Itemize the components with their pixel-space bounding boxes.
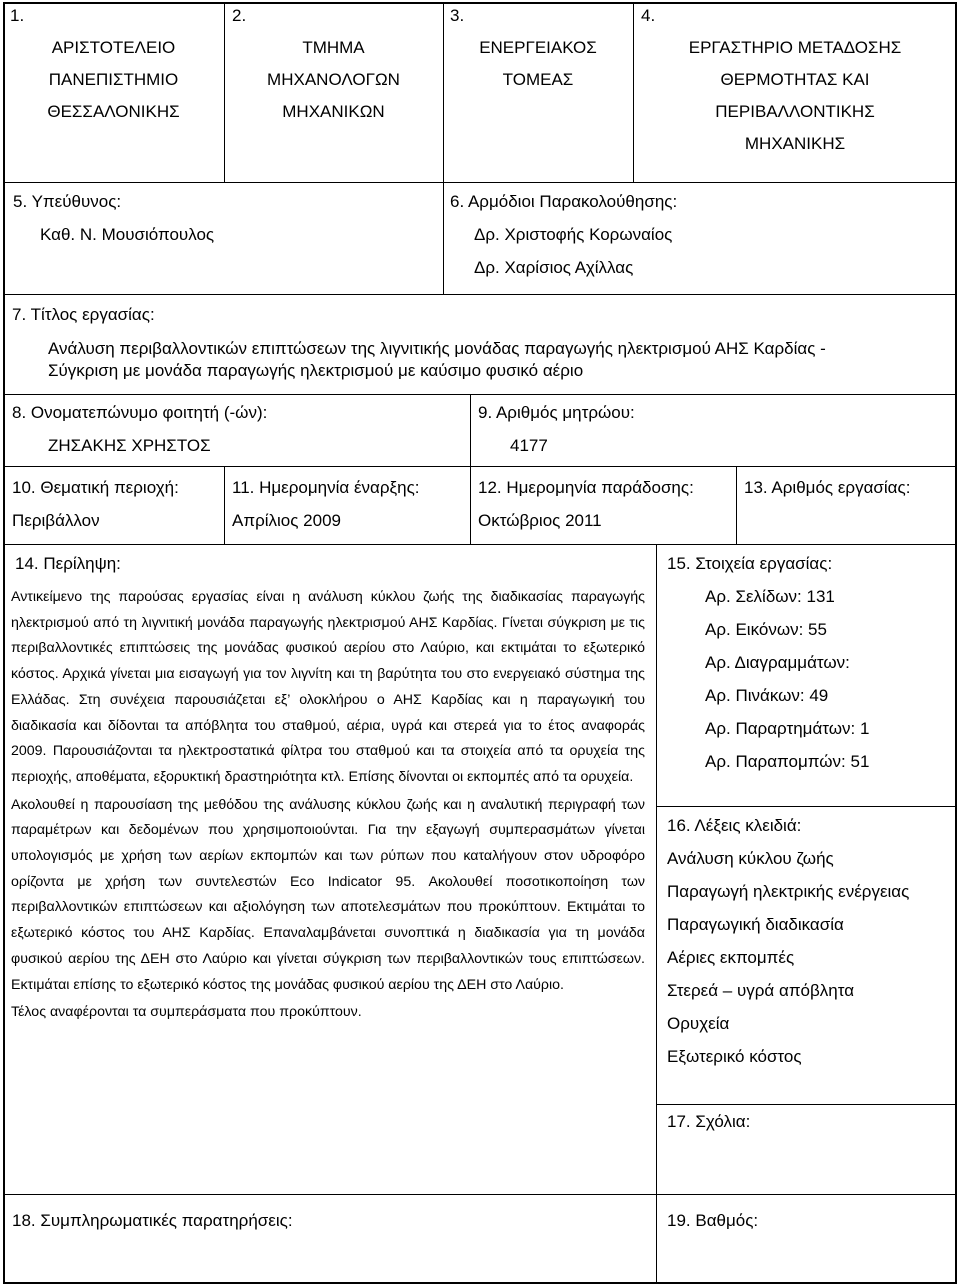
abstract-paragraph: Ακολουθεί η παρουσίαση της μεθόδου της ανάλυσης κύκλου ζωής και η αναλυτική περιγραφή των παραμέτρων και δεδομένων που χρησιμοποιούνται. Για την εξαγωγή συμπερασμάτων γίνεται υπολογισμός με χρήση των αερίων εκπομπών και των ρύπων που καταλήγουν στον υδροφόρο ορίζοντα με χρήση των συντελεστών Eco Indicator 95. Ακολουθεί ποσοτικοποίηση των περιβαλλοντικών επιπτώσεων και αξιολόγηση των αποτελεσμάτων που προκύπτουν. Εκτιμάται το εξωτερικό κόστος του ΑΗΣ Καρδίας. Επαναλαμβάνεται συνοπτικά η διαδικασία για τη μονάδα φυσικού αερίου της ΔΕΗ στο Λαύριο και γίνεται σύγκριση των περιβαλλοντικών τους επιπτώσεων. Εκτιμάται επίσης το εξωτερικό κόστος της μονάδας φυσικού αερίου της ΔΕΗ στο Λαύριο.	[11, 796, 645, 993]
row2-divider	[443, 182, 444, 294]
topic-label: 10. Θεματική περιοχή:	[12, 478, 179, 497]
header-1-line: ΠΑΝΕΠΙΣΤΗΜΙΟ	[48, 70, 179, 89]
header-1-number: 1.	[10, 6, 25, 25]
header-2-line: ΤΜΗΜΑ	[302, 38, 365, 57]
keyword-item: Ορυχεία	[667, 1014, 730, 1033]
keyword-item: Στερεά – υγρά απόβλητα	[667, 981, 855, 1000]
bottom-divider	[656, 1194, 657, 1284]
start-date-label: 11. Ημερομηνία έναρξης:	[232, 478, 420, 497]
reg-no-label: 9. Αριθμός μητρώου:	[478, 403, 635, 422]
row5-divider-2	[470, 466, 471, 544]
start-date-value: Απρίλιος 2009	[232, 511, 341, 530]
work-info-item: Αρ. Παραρτημάτων: 1	[705, 719, 870, 738]
delivery-date-label: 12. Ημερομηνία παράδοσης:	[478, 478, 694, 497]
monitor-name: Δρ. Χριστοφής Κορωναίος	[474, 225, 673, 244]
header-4-number: 4.	[641, 6, 656, 25]
row-line-5	[3, 544, 957, 545]
abstract-label: 14. Περίληψη:	[15, 554, 121, 573]
row4-divider	[470, 394, 471, 466]
student-label: 8. Ονοματεπώνυμο φοιτητή (-ών):	[12, 403, 268, 422]
thesis-title-line-2: Σύγκριση με μονάδα παραγωγής ηλεκτρισμού με καύσιμο φυσικό αέριο	[48, 361, 584, 380]
row-line-1	[3, 182, 957, 183]
thesis-title-line-1: Ανάλυση περιβαλλοντικών επιπτώσεων της λιγνιτικής μονάδας παραγωγής ηλεκτρισμού ΑΗΣ Καρδίας -	[48, 339, 826, 358]
keyword-item: Αέριες εκπομπές	[667, 948, 795, 967]
header-2-line: ΜΗΧΑΝΟΛΟΓΩΝ	[267, 70, 400, 89]
keywords-label: 16. Λέξεις κλειδιά:	[667, 816, 802, 835]
header-3-line: ΕΝΕΡΓΕΙΑΚΟΣ	[479, 38, 597, 57]
work-info-item: Αρ. Εικόνων: 55	[705, 620, 827, 639]
header-4-line: ΘΕΡΜΟΤΗΤΑΣ ΚΑΙ	[720, 70, 870, 89]
work-info-item: Αρ. Παραπομπών: 51	[705, 752, 870, 771]
keyword-item: Εξωτερικό κόστος	[667, 1047, 802, 1066]
work-no-label: 13. Αριθμός εργασίας:	[744, 478, 911, 497]
keywords-list	[667, 842, 909, 1073]
student-name: ΖΗΣΑΚΗΣ ΧΡΗΣΤΟΣ	[48, 436, 211, 455]
abstract-body	[11, 585, 645, 1026]
monitor-name: Δρ. Χαρίσιος Αχίλλας	[474, 258, 634, 277]
keyword-item: Παραγωγική διαδικασία	[667, 915, 844, 934]
header-3-line: ΤΟΜΕΑΣ	[502, 70, 574, 89]
header-divider-3	[633, 2, 634, 182]
header-2-number: 2.	[232, 6, 247, 25]
work-info-list	[705, 580, 869, 778]
row-line-6	[3, 1194, 957, 1195]
keyword-item: Ανάλυση κύκλου ζωής	[667, 849, 834, 868]
abstract-divider	[656, 544, 657, 1194]
right-line-2	[656, 1104, 957, 1105]
row-line-2	[3, 294, 957, 295]
header-4-line: ΜΗΧΑΝΙΚΗΣ	[744, 134, 846, 153]
right-line-1	[656, 806, 957, 807]
extra-notes-label: 18. Συμπληρωματικές παρατηρήσεις:	[12, 1211, 293, 1230]
work-info-item: Αρ. Σελίδων: 131	[705, 587, 835, 606]
reg-no-value: 4177	[510, 436, 548, 455]
header-4-line: ΠΕΡΙΒΑΛΛΟΝΤΙΚΗΣ	[715, 102, 875, 121]
work-info-label: 15. Στοιχεία εργασίας:	[667, 554, 833, 573]
abstract-paragraph: Αντικείμενο της παρούσας εργασίας είναι η ανάλυση κύκλου ζωής της διαδικασίας παραγωγής ηλεκτρισμού από τη λιγνιτική μονάδα παραγωγής ηλεκτρισμού ΑΗΣ Καρδίας. Γίνεται σύγκριση με τις περιβαλλοντικές επιπτώσεις της μονάδας φυσικού αερίου στο Λαύριο, και εκτιμάται το εξωτερικό κόστος. Αρχικά γίνεται μια εισαγωγή για τον λιγνίτη και τη βαρύτητα του στο ενεργειακό σύστημα της Ελλάδας. Στη συνέχεια παρουσιάζεται εξ’ ολοκλήρου ο ΑΗΣ Καρδίας και η παραγωγική του διαδικασία και δίδονται τα απόβλητα του σταθμού, αέρια, υγρά και στερεά για το έτος αναφοράς 2009. Παρουσιάζονται τα ηλεκτροστατικά φίλτρα του σταθμού και τα στοιχεία από τα ορυχεία της περιοχής, αποθέματα, εξορυκτική δραστηριότητα κτλ. Επίσης δίνονται οι εκπομπές από τα ορυχεία.	[11, 589, 645, 785]
header-1-line: ΘΕΣΣΑΛΟΝΙΚΗΣ	[47, 102, 180, 121]
header-1-line: ΑΡΙΣΤΟΤΕΛΕΙΟ	[51, 38, 176, 57]
header-2-line: ΜΗΧΑΝΙΚΩΝ	[282, 102, 385, 121]
delivery-date-value: Οκτώβριος 2011	[478, 511, 602, 530]
abstract-paragraph: Τέλος αναφέρονται τα συμπεράσματα που προκύπτουν.	[11, 1004, 362, 1021]
supervisor-label: 5. Υπεύθυνος:	[13, 192, 122, 211]
title-label: 7. Τίτλος εργασίας:	[12, 305, 155, 324]
work-info-item: Αρ. Πινάκων: 49	[705, 686, 829, 705]
row-line-3	[3, 394, 957, 395]
supervisor-name: Καθ. Ν. Μουσιόπουλος	[40, 225, 215, 244]
work-info-item: Αρ. Διαγραμμάτων:	[705, 653, 850, 672]
header-4-line: ΕΡΓΑΣΤΗΡΙΟ ΜΕΤΑΔΟΣΗΣ	[688, 38, 902, 57]
header-3-number: 3.	[450, 6, 465, 25]
row5-divider-1	[224, 466, 225, 544]
row-line-4	[3, 466, 957, 467]
keyword-item: Παραγωγή ηλεκτρικής ενέργειας	[667, 882, 910, 901]
header-divider-2	[443, 2, 444, 182]
grade-label: 19. Βαθμός:	[667, 1211, 759, 1230]
monitors-label: 6. Αρμόδιοι Παρακολούθησης:	[450, 192, 678, 211]
topic-value: Περιβάλλον	[12, 511, 100, 530]
comments-label: 17. Σχόλια:	[667, 1112, 751, 1131]
header-divider-1	[224, 2, 225, 182]
row5-divider-3	[736, 466, 737, 544]
